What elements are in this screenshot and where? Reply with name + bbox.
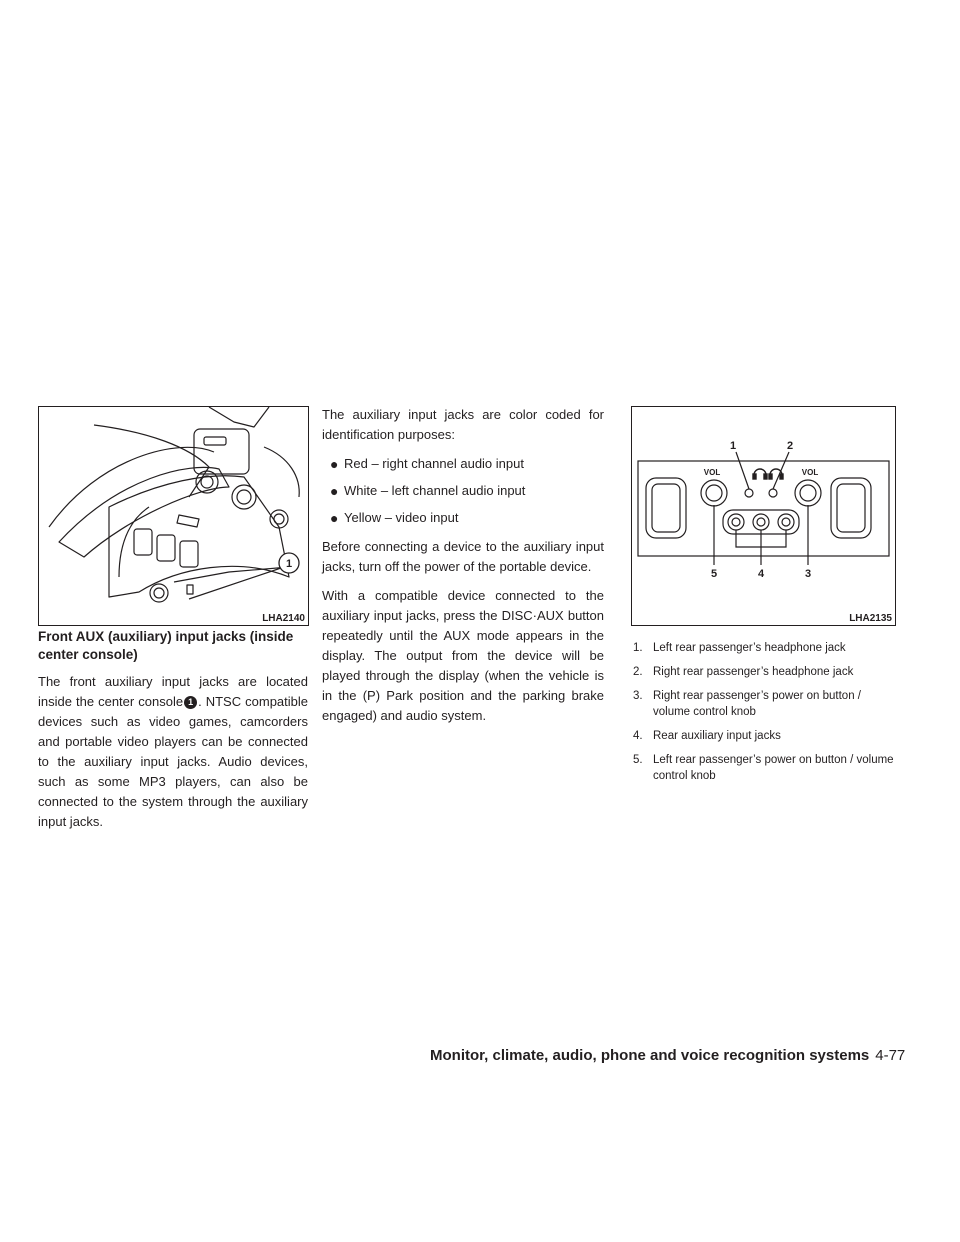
list-item: ● Red – right channel audio input — [330, 456, 524, 472]
headphone-icon — [753, 469, 767, 479]
figure-label-5: 5 — [710, 568, 718, 580]
list-item: ● White – left channel audio input — [330, 483, 526, 499]
legend-item: 4. Rear auxiliary input jacks — [633, 730, 781, 742]
figure-label-2: 2 — [786, 440, 794, 452]
aux-mode-paragraph: With a compatible device connected to the auxiliary input jacks, press the DISC·AUX button repeatedly until the AUX mode appears in the display. The output from the device will be played through the display (when the vehicle is in the (P) Park position and the parking brake engaged) and audio system. — [322, 588, 604, 723]
legend-item: 3. Right rear passenger’s power on button / volume control knob — [633, 690, 861, 718]
center-console-figure — [38, 406, 309, 626]
middle-column — [322, 405, 604, 735]
figure-label-3: 3 — [804, 568, 812, 580]
legend-item: 1. Left rear passenger’s headphone jack — [633, 642, 846, 654]
left-column — [38, 628, 308, 841]
headphone-icon — [769, 469, 783, 479]
left-paragraph-end: . NTSC compatible devices such as video games, camcorders and portable video players can be connected to the auxiliary input jacks. Audio devices, such as some MP3 players, can also be connected to the system through the auxiliary input jacks. — [38, 694, 309, 829]
figure-label-1: 1 — [729, 440, 737, 452]
list-item: ● Yellow – video input — [330, 510, 459, 526]
figure-code-left: LHA2140 — [262, 613, 305, 624]
color-code-list — [322, 454, 604, 528]
figure-callout-1: 1 — [285, 558, 293, 570]
page-number: 4-77 — [875, 1047, 906, 1064]
rear-controls-figure — [631, 406, 896, 626]
vol-label-right: VOL — [801, 468, 819, 477]
legend-item: 2. Right rear passenger’s headphone jack — [633, 666, 854, 678]
vol-label-left: VOL — [703, 468, 721, 477]
section-title: Monitor, climate, audio, phone and voice recognition systems — [430, 1047, 870, 1064]
left-paragraph-start: The front auxiliary input jacks are located inside the center console — [38, 674, 308, 709]
bullet-icon: ● — [330, 510, 339, 526]
color-code-intro: The auxiliary input jacks are color coded for identification purposes: — [322, 407, 604, 442]
center-console-illustration — [39, 407, 308, 625]
page-footer — [430, 1047, 906, 1064]
left-paragraph — [38, 672, 308, 832]
figure-label-4: 4 — [757, 568, 765, 580]
bullet-icon: ● — [330, 483, 339, 499]
bullet-icon: ● — [330, 456, 339, 472]
callout-badge-1: 1 — [184, 696, 197, 709]
rear-controls-illustration — [632, 407, 895, 625]
legend-item: 5. Left rear passenger’s power on button / volume control knob — [633, 754, 894, 782]
figure-code-right: LHA2135 — [849, 613, 892, 624]
figure-legend — [633, 640, 895, 792]
before-connecting-paragraph: Before connecting a device to the auxiliary input jacks, turn off the power of the portable device. — [322, 539, 604, 574]
section-heading: Front AUX (auxiliary) input jacks (inside center console) — [38, 629, 294, 662]
